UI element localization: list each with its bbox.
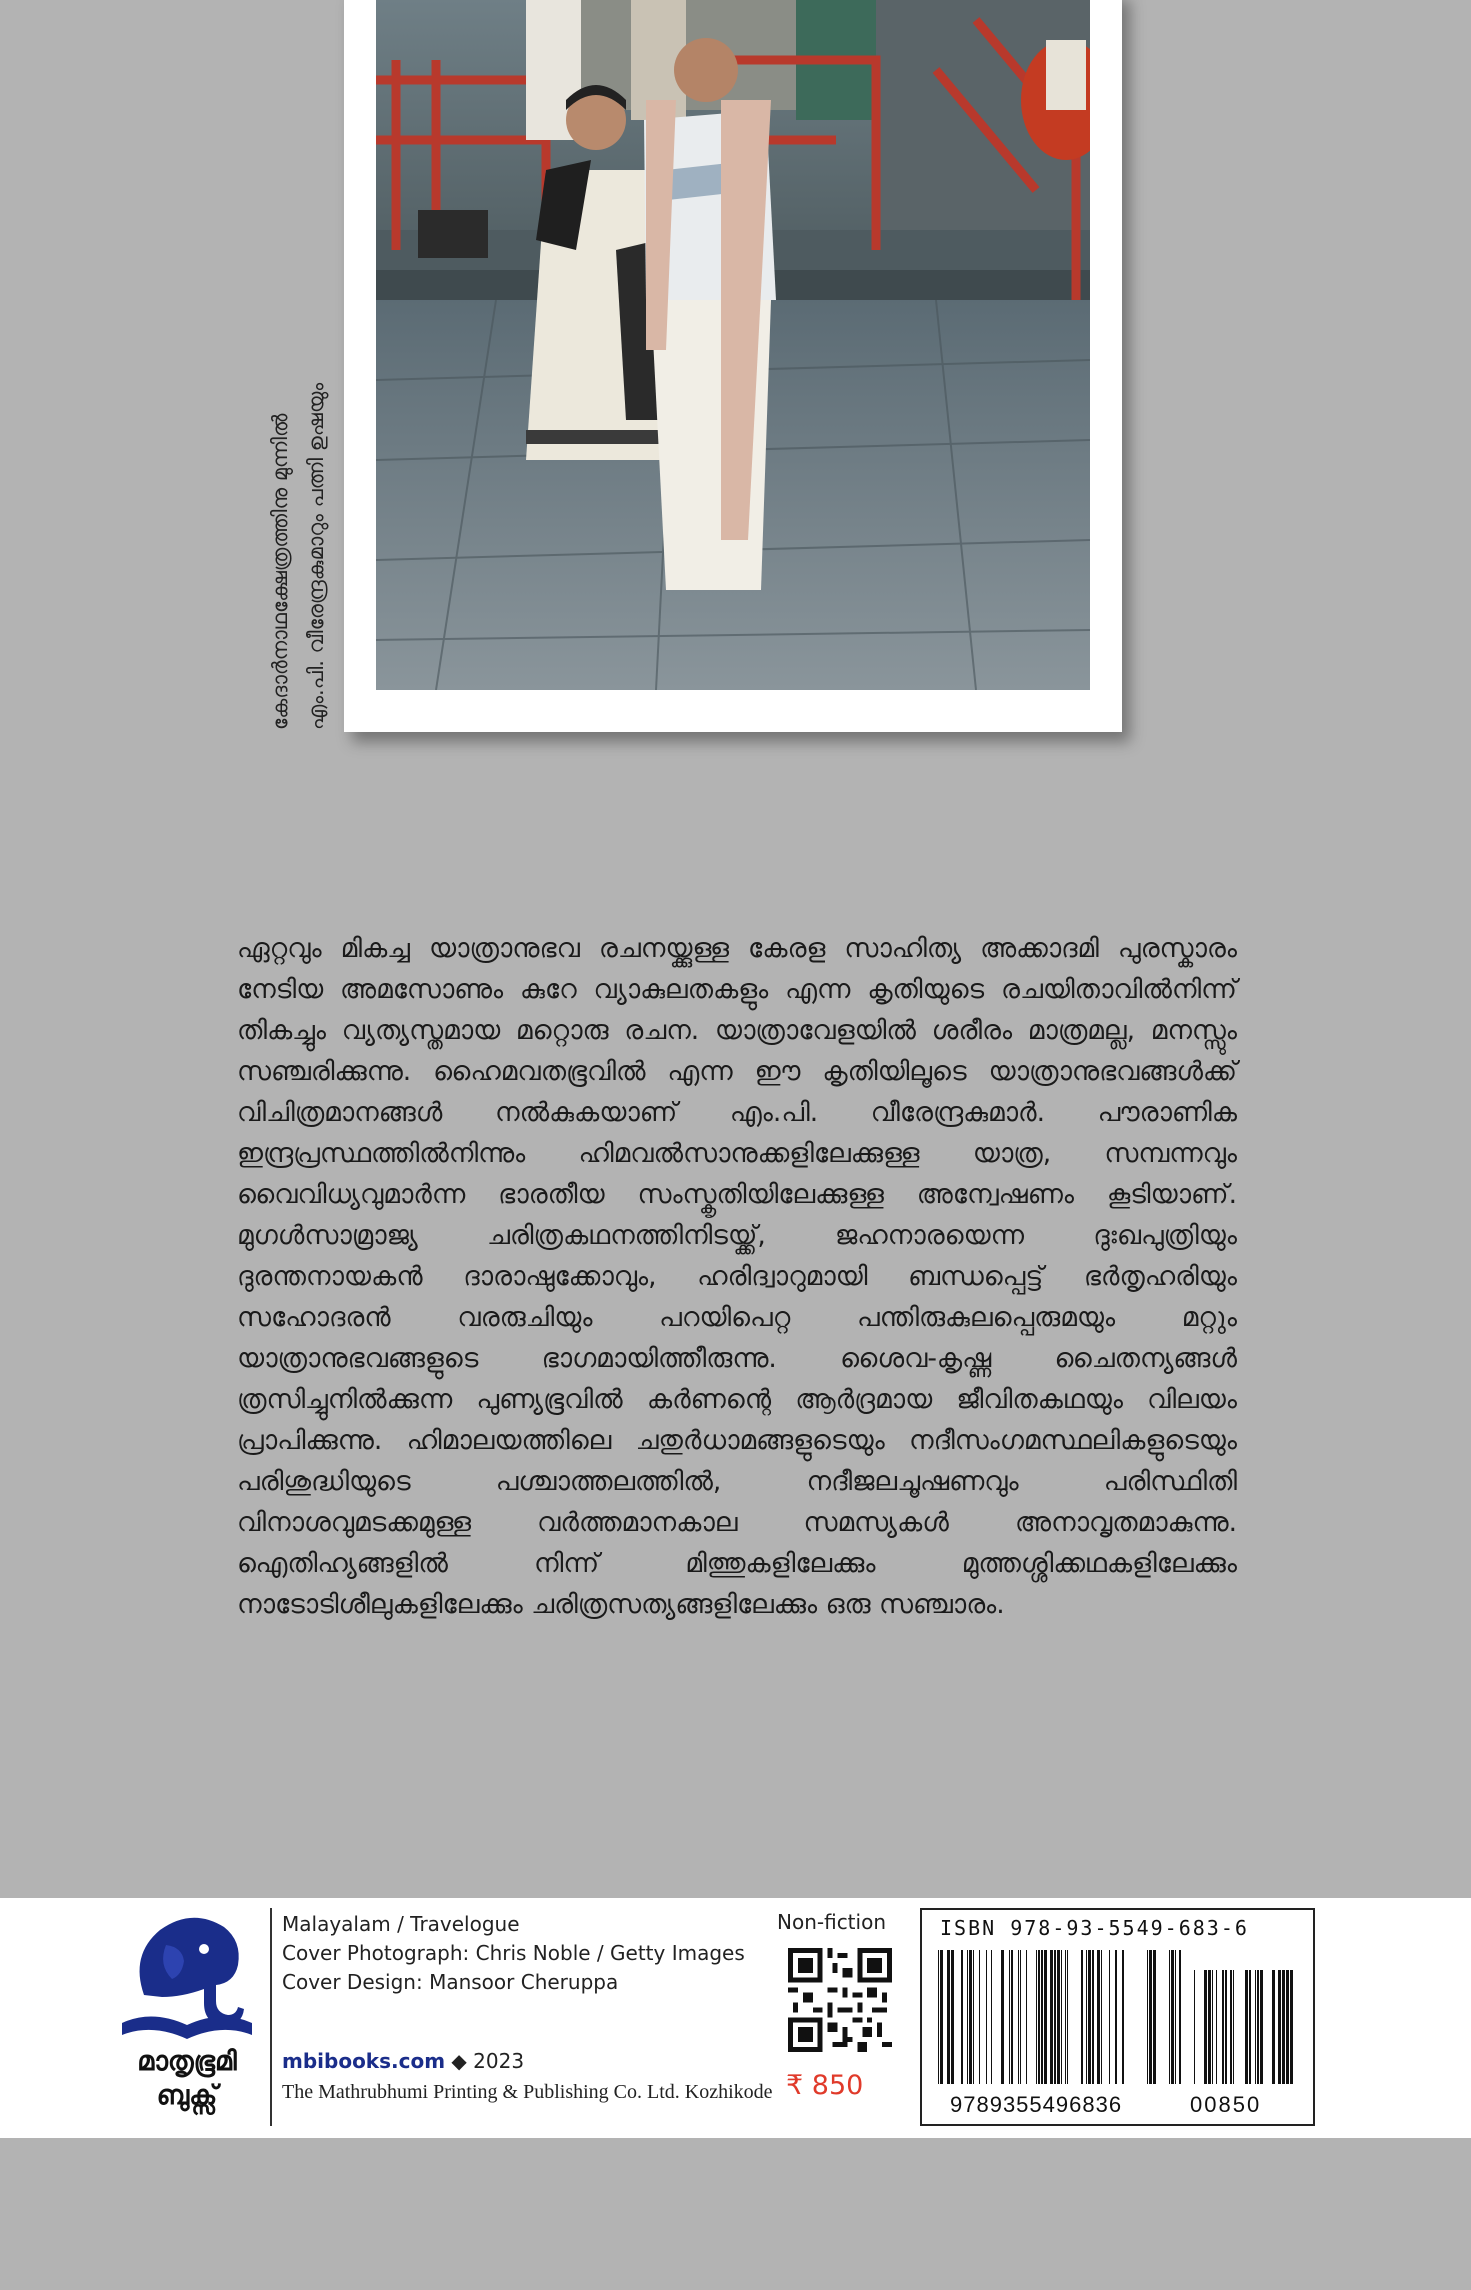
photo-caption — [262, 382, 802, 730]
genre-label: Non-fiction — [777, 1910, 886, 1934]
photo-credit: Cover Photograph: Chris Noble / Getty Images — [282, 1941, 745, 1965]
website-line — [282, 2049, 524, 2073]
isbn-barcode-box — [920, 1908, 1315, 2126]
cover-photo-frame — [344, 0, 1122, 732]
publisher-name: The Mathrubhumi Printing & Publishing Co. Ltd. Kozhikode — [282, 2081, 773, 2103]
design-credit: Cover Design: Mansoor Cheruppa — [282, 1970, 619, 1994]
caption-line-2: എം.പി. വീരേന്ദ്രകുമാറും പത്നി ഉഷയും — [304, 382, 328, 730]
elephant-book-icon — [112, 1905, 262, 2045]
barcode-addon-number: 00850 — [1190, 2092, 1262, 2117]
book-blurb: ഏറ്റവും മികച്ച യാത്രാനുഭവ രചനയ്ക്കുള്ള കേരള സാഹിത്യ അക്കാദമി പുരസ്കാരം നേടിയ അമസോണും കുറേ വ്യാകുലതകളും എന്ന കൃതിയുടെ രചയിതാവിൽനിന്ന് തികച്ചും വ്യത്യസ്തമായ മറ്റൊരു രചന. യാത്രാവേളയിൽ ശരീരം മാത്രമല്ല, മനസ്സും സഞ്ചരിക്കുന്നു. ഹൈമവതഭൂവിൽ എന്ന ഈ കൃതിയിലൂടെ യാത്രാനുഭവങ്ങൾക്ക് വിചിത്രമാനങ്ങൾ നൽകുകയാണ് എം.പി. വീരേന്ദ്രകുമാർ. പൗരാണിക ഇന്ദ്രപ്രസ്ഥത്തിൽനിന്നും ഹിമവൽസാനുക്കളിലേക്കുള്ള യാത്ര, സമ്പന്നവും വൈവിധ്യവുമാർന്ന ഭാരതീയ സംസ്കൃതിയിലേക്കുള്ള അന്വേഷണം കൂടിയാണ്. മുഗൾസാമ്രാജ്യ ചരിത്രകഥനത്തിനിടയ്ക്ക്, ജഹനാരയെന്ന ദുഃഖപുത്രിയും ദുരന്തനായകൻ ദാരാഷുക്കോവും, ഹരിദ്വാറുമായി ബന്ധപ്പെട്ട് ഭർതൃഹരിയും സഹോദരൻ വരരുചിയും പറയിപെറ്റ പന്തിരുകുലപ്പെരുമയും മറ്റും യാത്രാനുഭവങ്ങളുടെ ഭാഗമായിത്തീരുന്നു. ശൈവ-കൃഷ്ണ ചൈതന്യങ്ങൾ ത്രസിച്ചുനിൽക്കുന്ന പുണ്യഭൂവിൽ കർണന്റെ ആർദ്രമായ ജീവിതകഥയും വിലയം പ്രാപിക്കുന്നു. ഹിമാലയത്തിലെ ചതുർധാമങ്ങളുടെയും നദീസംഗമസ്ഥലികളുടെയും പരിശുദ്ധിയുടെ പശ്ചാത്തലത്തിൽ, നദീജലചൂഷണവും പരിസ്ഥിതി വിനാശവുമടക്കമുള്ള വർത്തമാനകാല സമസ്യകൾ അനാവൃതമാകുന്നു. ഐതിഹ്യങ്ങളിൽ നിന്ന് മിത്തുകളിലേക്കും മുത്തശ്ശിക്കഥകളിലേക്കും നാടോടിശീലുകളിലേക്കും ചരിത്രസത്യങ്ങളിലേക്കും ഒരു സഞ്ചാരം. — [237, 933, 1237, 1620]
barcode-bars — [932, 1950, 1304, 2090]
price-label: ₹ 850 — [786, 2070, 864, 2101]
isbn-text: ISBN 978-93-5549-683-6 — [940, 1916, 1249, 1940]
publisher-logo-line2: ബുക്സ് — [156, 2080, 218, 2111]
cover-photo — [376, 0, 1090, 690]
publisher-logo-text — [112, 2045, 262, 2113]
publisher-logo-line1: മാതൃഭൂമി — [137, 2046, 237, 2077]
barcode-number: 9789355496836 — [950, 2092, 1123, 2117]
publication-year: ◆ 2023 — [451, 2049, 525, 2073]
book-category: Malayalam / Travelogue — [282, 1912, 520, 1936]
caption-line-1: കേദാർനാഥക്ഷേത്രത്തിനു മുന്നിൽ — [268, 413, 292, 730]
imprint-divider — [270, 1908, 272, 2126]
book-info — [282, 1910, 745, 1997]
qr-code[interactable] — [788, 1948, 892, 2052]
website-link[interactable]: mbibooks.com — [282, 2049, 446, 2073]
